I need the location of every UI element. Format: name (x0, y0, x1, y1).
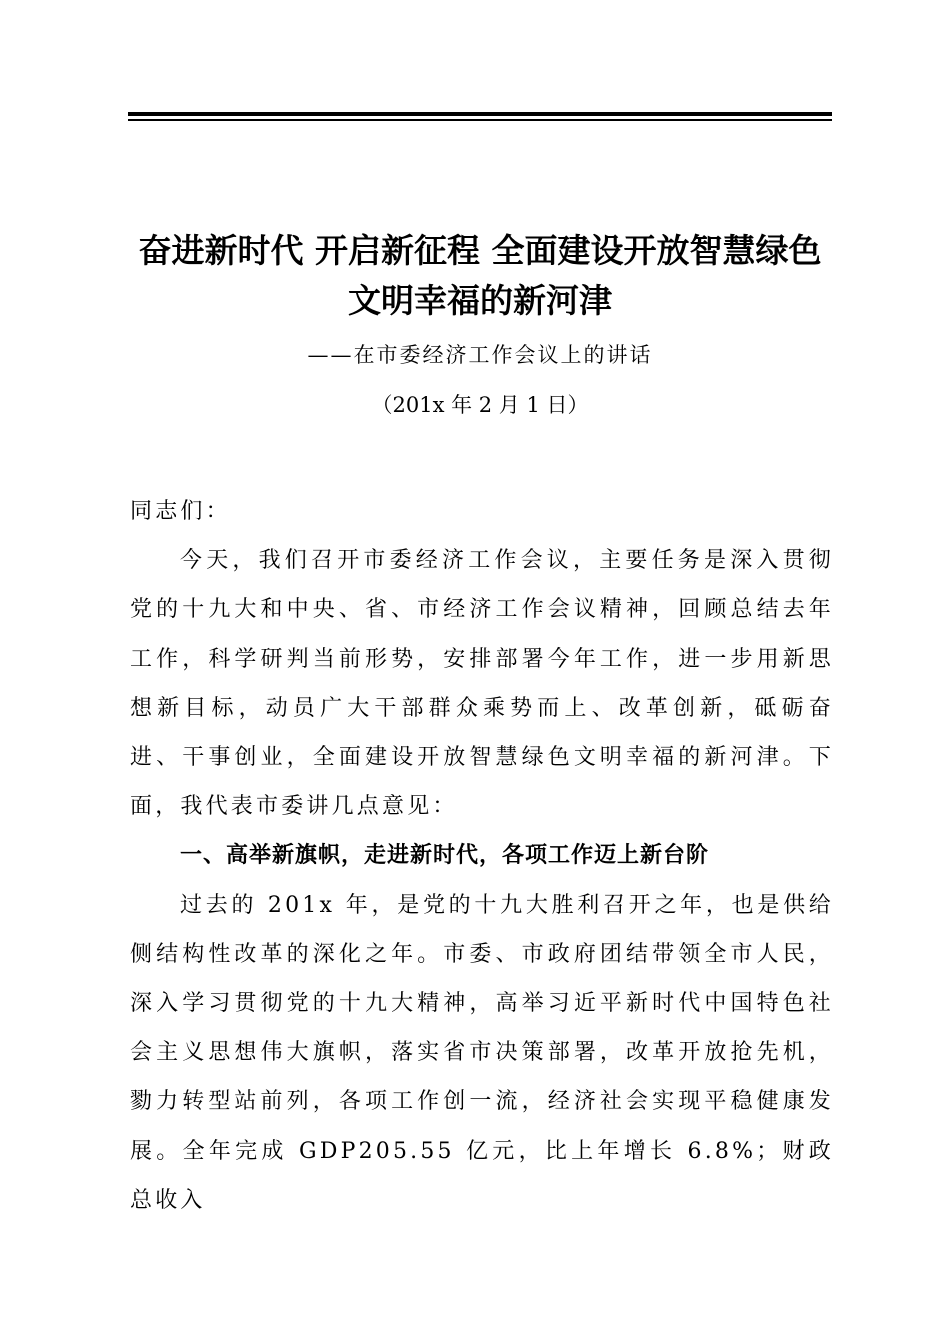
section-heading-1: 一、高举新旗帜，走进新时代，各项工作迈上新台阶 (180, 843, 710, 869)
document-body (130, 487, 834, 1225)
header-rule-thick (128, 112, 832, 116)
document-subtitle: ——在市委经济工作会议上的讲话 (307, 343, 653, 367)
document-date: （201x 年 2 月 1 日） (371, 393, 589, 417)
paragraph-intro: 今天，我们召开市委经济工作会议，主要任务是深入贯彻党的十九大和中央、省、市经济工作会议精神，回顾总结去年工作，科学研判当前形势，安排部署今年工作，进一步用新思想新目标，动员广大干部群众乘势而上、改革创新，砥砺奋进、干事创业，全面建设开放智慧绿色文明幸福的新河津。下面，我代表市委讲几点意见： (130, 548, 834, 820)
paragraph-section-1: 过去的 201x 年，是党的十九大胜利召开之年，也是供给侧结构性改革的深化之年。市委、市政府团结带领全市人民，深入学习贯彻党的十九大精神，高举习近平新时代中国特色社会主义思想伟大旗帜，落实省市决策部署，改革开放抢先机，勠力转型站前列，各项工作创一流，经济社会实现平稳健康发展。全年完成 GDP205.55 亿元，比上年增长 6.8%；财政总收入 (130, 892, 834, 1213)
document-title: 奋进新时代 开启新征程 全面建设开放智慧绿色文明幸福的新河津 (138, 231, 822, 320)
header-rule-thin (128, 119, 832, 121)
salutation: 同志们： (130, 499, 231, 524)
